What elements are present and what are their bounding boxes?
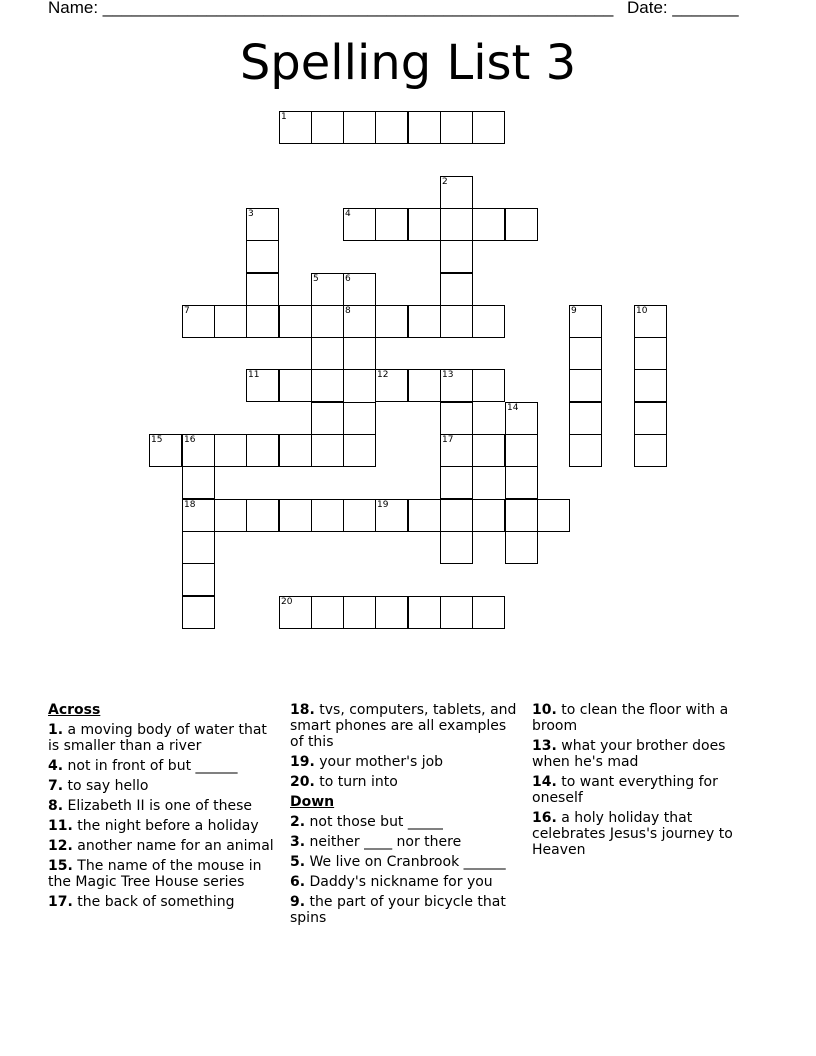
clue-number: 20 bbox=[281, 597, 293, 607]
grid-cell[interactable] bbox=[343, 305, 376, 338]
clue-number: 12. bbox=[48, 838, 73, 854]
grid-cell[interactable] bbox=[440, 531, 473, 564]
grid-cell[interactable] bbox=[182, 499, 215, 532]
clue-text: Daddy's nickname for you bbox=[305, 874, 493, 890]
clue-number: 18. bbox=[290, 702, 315, 718]
grid-cell[interactable] bbox=[343, 434, 376, 467]
clue-number: 9 bbox=[571, 306, 577, 316]
clue-number: 1. bbox=[48, 722, 64, 738]
grid-cell[interactable] bbox=[472, 305, 505, 338]
grid-cell[interactable] bbox=[408, 499, 441, 532]
grid-cell[interactable] bbox=[440, 305, 473, 338]
clue-item bbox=[48, 722, 280, 754]
clue-number: 15. bbox=[48, 858, 73, 874]
clue-text: a holy holiday that celebrates Jesus's journey to Heaven bbox=[532, 810, 733, 858]
clue-number: 16 bbox=[184, 435, 196, 445]
grid-cell[interactable] bbox=[311, 337, 344, 370]
clue-text: to turn into bbox=[314, 774, 398, 790]
clue-number: 6. bbox=[290, 874, 306, 890]
grid-cell[interactable] bbox=[375, 111, 408, 144]
grid-cell[interactable] bbox=[182, 434, 215, 467]
clue-text: your mother's job bbox=[314, 754, 444, 770]
date-field[interactable]: Date: _______ bbox=[627, 0, 739, 17]
clue-text: the back of something bbox=[72, 894, 235, 910]
grid-cell[interactable] bbox=[440, 596, 473, 629]
clue-number: 8 bbox=[345, 306, 351, 316]
grid-cell[interactable] bbox=[505, 499, 538, 532]
grid-cell[interactable] bbox=[182, 563, 215, 596]
grid-cell[interactable] bbox=[182, 531, 215, 564]
grid-cell[interactable] bbox=[246, 240, 279, 273]
clue-text: to say hello bbox=[63, 778, 149, 794]
grid-cell[interactable] bbox=[472, 208, 505, 241]
grid-cell[interactable] bbox=[408, 208, 441, 241]
clue-item bbox=[290, 702, 522, 750]
grid-cell[interactable] bbox=[569, 402, 602, 435]
clue-item bbox=[532, 738, 764, 770]
grid-cell[interactable] bbox=[182, 466, 215, 499]
clue-number: 19. bbox=[290, 754, 315, 770]
grid-cell[interactable] bbox=[375, 305, 408, 338]
grid-cell[interactable] bbox=[246, 369, 279, 402]
clue-item bbox=[532, 702, 764, 734]
clue-item bbox=[290, 874, 522, 890]
grid-cell[interactable] bbox=[472, 369, 505, 402]
clue-number: 10. bbox=[532, 702, 557, 718]
clue-item bbox=[48, 778, 280, 794]
grid-cell[interactable] bbox=[311, 402, 344, 435]
grid-cell[interactable] bbox=[279, 305, 312, 338]
grid-cell[interactable] bbox=[182, 305, 215, 338]
clue-item bbox=[290, 894, 522, 926]
grid-cell[interactable] bbox=[505, 208, 538, 241]
grid-cell[interactable] bbox=[246, 305, 279, 338]
clue-number: 7. bbox=[48, 778, 64, 794]
clue-number: 5. bbox=[290, 854, 306, 870]
grid-cell[interactable] bbox=[440, 240, 473, 273]
clue-number: 2. bbox=[290, 814, 306, 830]
grid-cell[interactable] bbox=[343, 402, 376, 435]
clue-number: 20. bbox=[290, 774, 315, 790]
clue-number: 4 bbox=[345, 209, 351, 219]
grid-cell[interactable] bbox=[569, 337, 602, 370]
clue-text: not those but _____ bbox=[305, 814, 443, 830]
grid-cell[interactable] bbox=[569, 434, 602, 467]
clue-number: 13. bbox=[532, 738, 557, 754]
across-clues-list bbox=[48, 722, 280, 910]
clue-text: We live on Cranbrook ______ bbox=[305, 854, 506, 870]
clue-number: 6 bbox=[345, 274, 351, 284]
clue-item bbox=[290, 834, 522, 850]
clue-number: 12 bbox=[377, 370, 389, 380]
clue-number: 16. bbox=[532, 810, 557, 826]
grid-cell[interactable] bbox=[343, 273, 376, 306]
grid-cell[interactable] bbox=[311, 596, 344, 629]
grid-cell[interactable] bbox=[279, 111, 312, 144]
clue-item bbox=[290, 754, 522, 770]
grid-cell[interactable] bbox=[246, 273, 279, 306]
clue-text: tvs, computers, tablets, and smart phones are all examples of this bbox=[290, 702, 517, 750]
grid-cell[interactable] bbox=[634, 402, 667, 435]
grid-cell[interactable] bbox=[440, 499, 473, 532]
grid-cell[interactable] bbox=[634, 434, 667, 467]
grid-cell[interactable] bbox=[343, 596, 376, 629]
grid-cell[interactable] bbox=[408, 305, 441, 338]
clue-number: 1 bbox=[281, 112, 287, 122]
grid-cell[interactable] bbox=[375, 369, 408, 402]
grid-cell[interactable] bbox=[569, 369, 602, 402]
clue-text: what your brother does when he's mad bbox=[532, 738, 726, 770]
clue-number: 3. bbox=[290, 834, 306, 850]
clue-text: to want everything for oneself bbox=[532, 774, 718, 806]
clue-number: 19 bbox=[377, 500, 389, 510]
grid-cell[interactable] bbox=[214, 499, 247, 532]
page-title: Spelling List 3 bbox=[239, 35, 577, 91]
across-clues-list-cont bbox=[290, 702, 522, 790]
clue-number: 10 bbox=[636, 306, 648, 316]
grid-cell[interactable] bbox=[505, 466, 538, 499]
clue-text: the night before a holiday bbox=[72, 818, 259, 834]
grid-cell[interactable] bbox=[375, 208, 408, 241]
clue-text: Elizabeth II is one of these bbox=[63, 798, 253, 814]
down-clues-list-cont bbox=[532, 702, 764, 858]
clue-item bbox=[532, 810, 764, 858]
grid-cell[interactable] bbox=[634, 337, 667, 370]
grid-cell[interactable] bbox=[408, 111, 441, 144]
grid-cell[interactable] bbox=[182, 596, 215, 629]
clue-item bbox=[290, 854, 522, 870]
clue-number: 11 bbox=[248, 370, 260, 380]
down-heading: Down bbox=[290, 794, 335, 810]
grid-cell[interactable] bbox=[634, 305, 667, 338]
grid-cell[interactable] bbox=[569, 305, 602, 338]
grid-cell[interactable] bbox=[311, 369, 344, 402]
clue-number: 11. bbox=[48, 818, 73, 834]
clue-number: 8. bbox=[48, 798, 64, 814]
grid-cell[interactable] bbox=[505, 434, 538, 467]
clue-number: 4. bbox=[48, 758, 64, 774]
clue-text: a moving body of water that is smaller than a river bbox=[48, 722, 267, 754]
clues-column-2 bbox=[290, 702, 522, 930]
grid-cell[interactable] bbox=[440, 176, 473, 209]
grid-cell[interactable] bbox=[472, 434, 505, 467]
grid-cell[interactable] bbox=[149, 434, 182, 467]
clues-column-3 bbox=[532, 702, 764, 862]
grid-cell[interactable] bbox=[343, 111, 376, 144]
clue-number: 9. bbox=[290, 894, 306, 910]
clue-number: 14 bbox=[507, 403, 519, 413]
clue-item bbox=[290, 814, 522, 830]
grid-cell[interactable] bbox=[246, 499, 279, 532]
grid-cell[interactable] bbox=[375, 499, 408, 532]
grid-cell[interactable] bbox=[279, 499, 312, 532]
name-field[interactable]: Name: ______________________________________________________ bbox=[48, 0, 614, 17]
clue-number: 18 bbox=[184, 500, 196, 510]
clue-number: 7 bbox=[184, 306, 190, 316]
clue-number: 15 bbox=[151, 435, 163, 445]
grid-cell[interactable] bbox=[440, 369, 473, 402]
clue-item bbox=[532, 774, 764, 806]
grid-cell[interactable] bbox=[246, 434, 279, 467]
clue-number: 5 bbox=[313, 274, 319, 284]
grid-cell[interactable] bbox=[214, 434, 247, 467]
clue-number: 3 bbox=[248, 209, 254, 219]
clue-text: the part of your bicycle that spins bbox=[290, 894, 506, 926]
grid-cell[interactable] bbox=[214, 305, 247, 338]
grid-cell[interactable] bbox=[472, 596, 505, 629]
grid-cell[interactable] bbox=[279, 596, 312, 629]
down-clues-list bbox=[290, 814, 522, 926]
clue-number: 14. bbox=[532, 774, 557, 790]
clue-item bbox=[48, 818, 280, 834]
clue-text: another name for an animal bbox=[72, 838, 274, 854]
clue-item bbox=[48, 838, 280, 854]
grid-cell[interactable] bbox=[408, 369, 441, 402]
grid-cell[interactable] bbox=[311, 305, 344, 338]
clue-text: The name of the mouse in the Magic Tree House series bbox=[48, 858, 262, 890]
grid-cell[interactable] bbox=[343, 337, 376, 370]
clue-number: 17 bbox=[442, 435, 454, 445]
clue-number: 13 bbox=[442, 370, 454, 380]
grid-cell[interactable] bbox=[440, 466, 473, 499]
grid-cell[interactable] bbox=[408, 596, 441, 629]
grid-cell[interactable] bbox=[311, 273, 344, 306]
clue-item bbox=[48, 858, 280, 890]
grid-cell[interactable] bbox=[440, 111, 473, 144]
clue-number: 17. bbox=[48, 894, 73, 910]
grid-cell[interactable] bbox=[440, 208, 473, 241]
across-heading: Across bbox=[48, 702, 101, 718]
grid-cell[interactable] bbox=[505, 402, 538, 435]
grid-cell[interactable] bbox=[246, 208, 279, 241]
grid-cell[interactable] bbox=[472, 499, 505, 532]
grid-cell[interactable] bbox=[375, 596, 408, 629]
grid-cell[interactable] bbox=[440, 273, 473, 306]
clue-item bbox=[48, 894, 280, 910]
grid-cell[interactable] bbox=[311, 111, 344, 144]
clue-text: not in front of but ______ bbox=[63, 758, 238, 774]
clue-text: to clean the floor with a broom bbox=[532, 702, 729, 734]
grid-cell[interactable] bbox=[440, 402, 473, 435]
grid-cell[interactable] bbox=[537, 499, 570, 532]
grid-cell[interactable] bbox=[343, 499, 376, 532]
clue-item bbox=[48, 798, 280, 814]
grid-cell[interactable] bbox=[634, 369, 667, 402]
grid-cell[interactable] bbox=[279, 434, 312, 467]
clue-item bbox=[290, 774, 522, 790]
grid-cell[interactable] bbox=[279, 369, 312, 402]
clue-item bbox=[48, 758, 280, 774]
clues-column-1 bbox=[48, 702, 280, 914]
grid-cell[interactable] bbox=[311, 434, 344, 467]
clue-number: 2 bbox=[442, 177, 448, 187]
grid-cell[interactable] bbox=[440, 434, 473, 467]
grid-cell[interactable] bbox=[472, 111, 505, 144]
grid-cell[interactable] bbox=[505, 531, 538, 564]
grid-cell[interactable] bbox=[343, 208, 376, 241]
grid-cell[interactable] bbox=[311, 499, 344, 532]
clue-text: neither ____ nor there bbox=[305, 834, 462, 850]
